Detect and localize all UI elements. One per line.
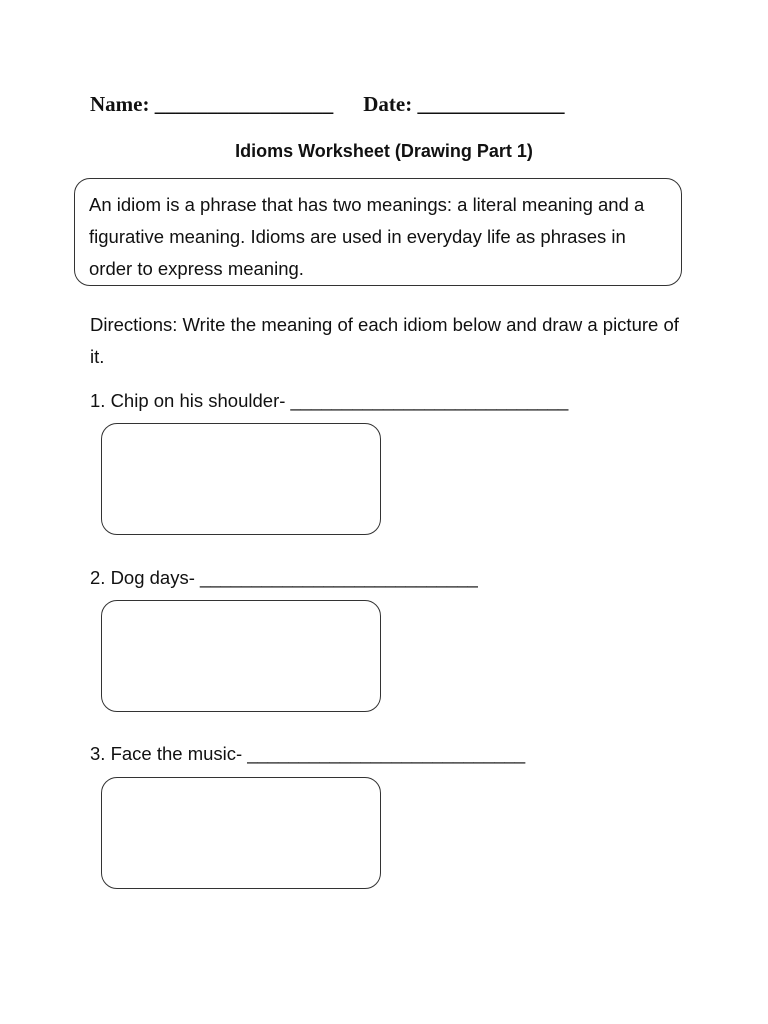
idiom-item-3: 3. Face the music- ___________________________ <box>90 743 526 764</box>
directions-text: Directions: Write the meaning of each idiom below and draw a picture of it. <box>90 314 679 367</box>
intro-text: An idiom is a phrase that has two meanings: a literal meaning and a figurative meaning. Idioms are used in everyday life as phrases in order to express meaning. <box>89 194 645 279</box>
worksheet-title: Idioms Worksheet (Drawing Part 1) <box>235 141 533 161</box>
header-line <box>90 92 564 117</box>
idiom-item-1: 1. Chip on his shoulder- ___________________________ <box>90 390 569 411</box>
intro-box <box>74 178 682 286</box>
drawing-box-1 <box>101 423 381 535</box>
name-field-label: Name: _________________ <box>90 92 334 116</box>
drawing-box-3 <box>101 777 381 889</box>
drawing-box-2 <box>101 600 381 712</box>
date-field-label: Date: ______________ <box>363 92 565 116</box>
idiom-item-2: 2. Dog days- ___________________________ <box>90 567 478 588</box>
